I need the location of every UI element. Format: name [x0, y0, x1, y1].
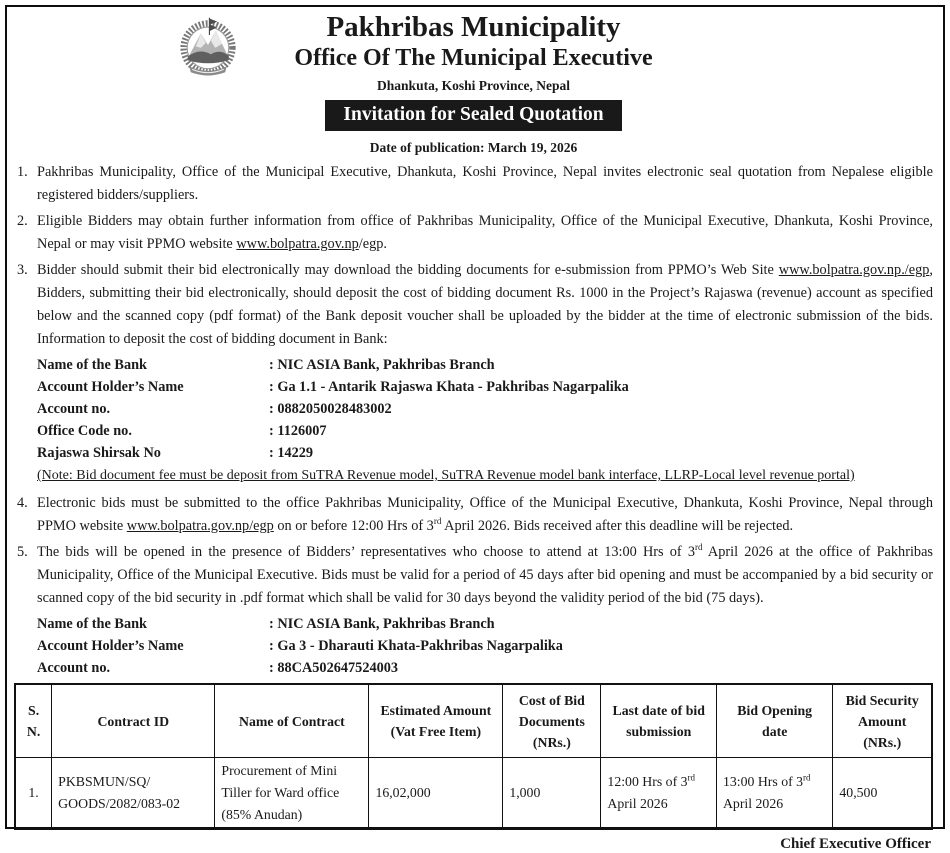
list-item-number: 1.: [17, 164, 28, 180]
list-item-text: [37, 495, 933, 534]
list-item-number: 5.: [17, 544, 28, 560]
text-segment: Eligible Bidders may obtain further information from office of Pakhribas Municipality, Office of the Municipal Executive, Dhankuta, Koshi Province, Nepal or may visit PPMO website: [37, 213, 933, 252]
bank-detail-value: : Ga 1.1 - Antarik Rajaswa Khata - Pakhribas Nagarpalika: [269, 379, 629, 395]
bank-detail-row: [37, 657, 933, 679]
text-segment: The bids will be opened in the presence of Bidders’ representatives who choose to attend at 13:00 Hrs of 3: [37, 544, 696, 560]
table-body: [15, 758, 932, 830]
signature-title: Chief Executive Officer: [780, 836, 931, 852]
bank-detail-row: [37, 398, 933, 420]
list-item-5: [14, 541, 933, 610]
contracts-table: [14, 683, 933, 830]
text-segment: April 2026: [722, 796, 784, 811]
bank-detail-value: : 14229: [269, 445, 314, 461]
text-segment: rd: [803, 772, 811, 783]
bank-detail-row: [37, 635, 933, 657]
table-cell: 1.: [15, 758, 52, 830]
nepal-government-emblem-icon: [172, 12, 244, 78]
address-line: Dhankuta, Koshi Province, Nepal: [377, 78, 570, 93]
bank-details-bid-security: [37, 613, 933, 679]
bank-detail-value: : Ga 3 - Dharauti Khata-Pakhribas Nagarpalika: [269, 638, 563, 654]
text-segment: 13:00 Hrs of 3: [722, 774, 804, 789]
bank-detail-label: Office Code no.: [37, 423, 132, 439]
bank-detail-value: : 1126007: [269, 423, 327, 439]
table-header-cell: Name of Contract: [215, 684, 369, 758]
banner-row: [14, 100, 933, 131]
link-text: www.bolpatra.gov.np./: [778, 262, 909, 278]
list-item-3: [14, 259, 933, 351]
table-cell: 16,02,000: [369, 758, 503, 830]
text-segment: rd: [687, 772, 696, 783]
bank-detail-label: Name of the Bank: [37, 616, 148, 632]
municipality-title: Pakhribas Municipality: [326, 11, 621, 43]
table-cell: 40,500: [833, 758, 932, 830]
list-item-4: [14, 492, 933, 538]
text-segment: /egp.: [358, 236, 387, 252]
text-segment: on or before 12:00 Hrs of 3: [273, 518, 434, 534]
bank-detail-row: [37, 420, 933, 442]
link-text: www.bolpatra.gov.np: [236, 236, 359, 252]
bank-details-bid-document: [37, 354, 933, 464]
bank-detail-label: Name of the Bank: [37, 357, 148, 373]
text-segment: Bidder should submit their bid electronically may download the bidding documents for e-submission from PPMO’s Web Site: [37, 262, 779, 278]
text-segment: Electronic bids must be submitted to the office Pakhribas Municipality, Office of the Municipal Executive, Dhankuta, Koshi Province, Nepal through PPMO website: [37, 495, 933, 534]
list-item-2: [14, 210, 933, 256]
publication-date: Date of publication: March 19, 2026: [369, 140, 578, 155]
bank-detail-row: [37, 613, 933, 635]
bank-detail-row: [37, 354, 933, 376]
list-item-text: [37, 544, 933, 606]
numbered-list-items-4-5: [14, 492, 933, 610]
text-segment: , Bidders, submitting their bid electronically, should deposit the cost of bidding document Rs. 1000 in the Project’s Rajaswa (revenue) account as specified below and the scanned copy (pdf format) of the Bank deposit voucher shall be uploaded by the bidder at the time of electronic submission of the bids. Information to deposit the cost of bidding document in Bank:: [37, 262, 933, 347]
list-item-text: [37, 213, 933, 252]
text-segment: April 2026 at the office of Pakhribas Municipality, Office of the Municipal Executive. Bids must be valid for a period of 45 days after bid opening and must be accompanied by a bid security or scanned copy of the bid security in .pdf format which shall be valid for 30 days beyond the validity period of the bid (75 days).: [37, 544, 933, 606]
table-cell: 1,000: [503, 758, 601, 830]
bank-detail-label: Rajaswa Shirsak No: [37, 445, 161, 461]
bank-detail-value: : NIC ASIA Bank, Pakhribas Branch: [269, 616, 495, 632]
table-cell: [716, 758, 832, 830]
link-text: egp: [908, 262, 930, 278]
bank-detail-row: [37, 442, 933, 464]
table-row: [15, 758, 932, 830]
bank-detail-value: : 0882050028483002: [269, 401, 392, 417]
list-item-text: [37, 262, 933, 347]
text-segment: N.: [26, 724, 41, 739]
deposit-note: (Note: Bid document fee must be deposit from SuTRA Revenue model, SuTRA Revenue model bank interface, LLRP-Local level revenue portal): [37, 468, 855, 483]
text-segment: April 2026: [607, 796, 668, 811]
table-header-cell: [15, 684, 52, 758]
document-header: [14, 10, 933, 156]
table-cell: Procurement of Mini Tiller for Ward office (85% Anudan): [215, 758, 369, 830]
list-item-number: 2.: [17, 213, 28, 229]
table-header-row: [15, 684, 932, 758]
list-item-number: 3.: [17, 262, 28, 278]
table-header-cell: Contract ID: [52, 684, 215, 758]
table-cell: [52, 758, 215, 830]
bank-detail-label: Account no.: [37, 660, 111, 676]
bank-detail-row: [37, 376, 933, 398]
office-title: Office Of The Municipal Executive: [294, 45, 653, 71]
table-header-cell: Last date of bid submission: [601, 684, 717, 758]
document-page: [5, 5, 945, 852]
link-text: www.bolpatra.gov.np/egp: [126, 518, 274, 534]
list-item-1: [14, 161, 933, 207]
table-header-cell: Bid Opening date: [716, 684, 832, 758]
table-header-cell: Bid Security Amount (NRs.): [833, 684, 932, 758]
bank-detail-label: Account Holder’s Name: [37, 638, 184, 654]
text-segment: rd: [433, 516, 442, 527]
table-header-cell: Estimated Amount (Vat Free Item): [369, 684, 503, 758]
text-segment: GOODS/2082/083-02: [58, 796, 181, 811]
text-segment: Pakhribas Municipality, Office of the Municipal Executive, Dhankuta, Koshi Province, Nepal invites electronic seal quotation from Nepalese eligible registered bidders/suppliers.: [37, 164, 933, 203]
text-segment: PKBSMUN/SQ/: [58, 774, 151, 789]
table-header-cell: Cost of Bid Documents (NRs.): [503, 684, 601, 758]
list-item-number: 4.: [17, 495, 28, 511]
invitation-banner: Invitation for Sealed Quotation: [325, 100, 621, 131]
numbered-list-items-1-3: [14, 161, 933, 351]
text-segment: S.: [28, 703, 40, 718]
list-item-text: [37, 164, 933, 203]
text-segment: April 2026. Bids received after this deadline will be rejected.: [441, 518, 794, 534]
table-cell: [601, 758, 717, 830]
bank-detail-label: Account no.: [37, 401, 111, 417]
bank-detail-label: Account Holder’s Name: [37, 379, 184, 395]
text-segment: 12:00 Hrs of 3: [607, 774, 688, 789]
bank-detail-value: : 88CA502647524003: [269, 660, 399, 676]
bank-detail-value: : NIC ASIA Bank, Pakhribas Branch: [269, 357, 495, 373]
text-segment: rd: [695, 542, 703, 553]
